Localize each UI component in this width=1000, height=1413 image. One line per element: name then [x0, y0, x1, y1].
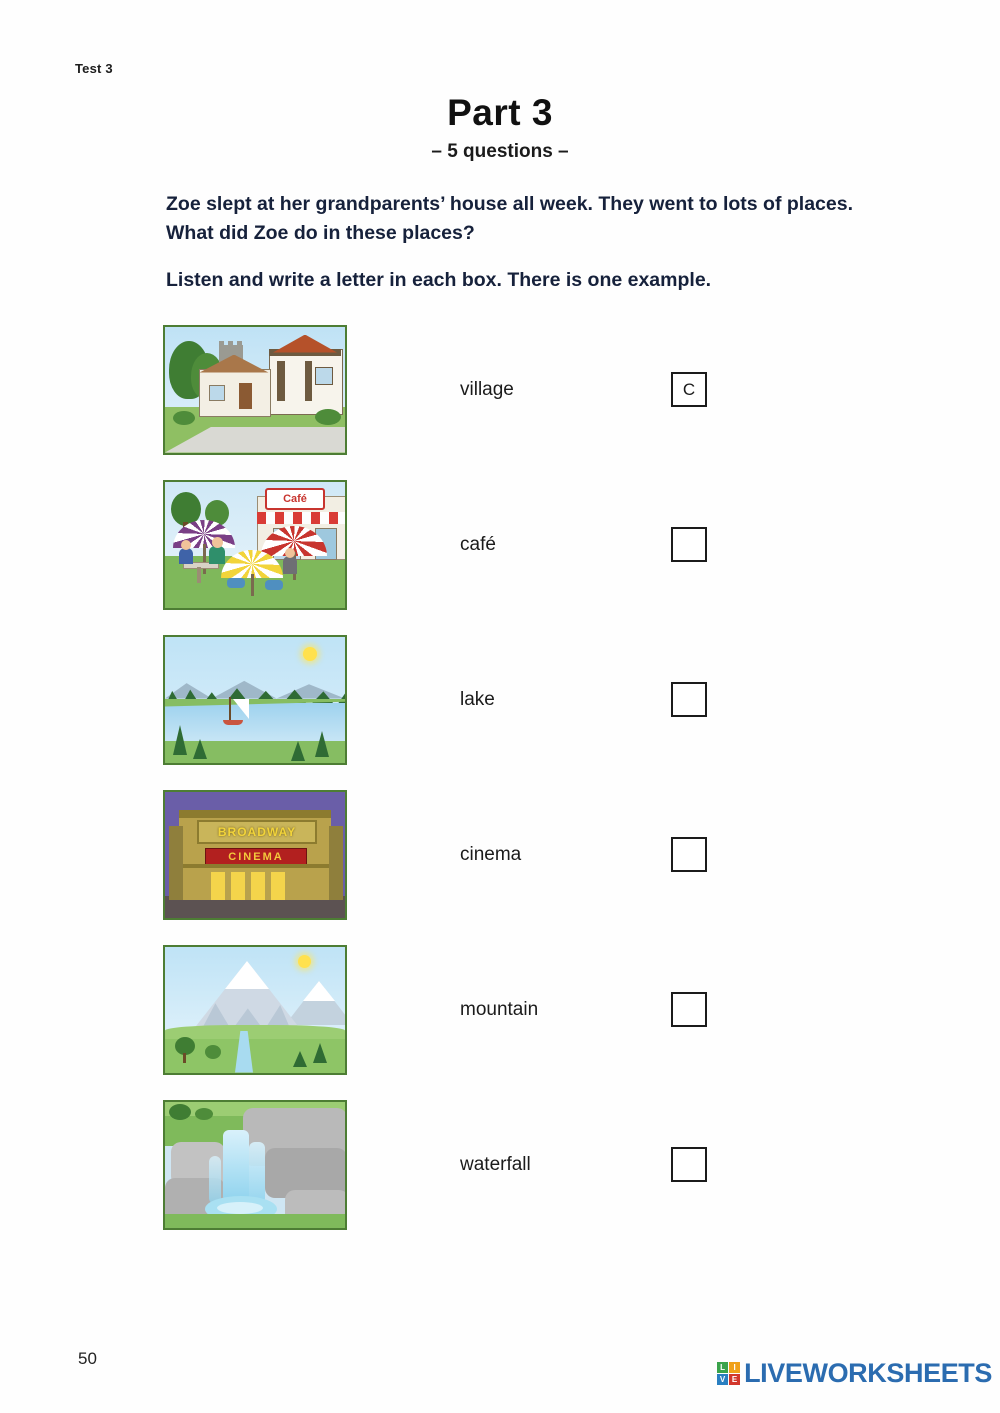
logo-letter-v: V [717, 1374, 728, 1385]
answer-box[interactable] [671, 837, 707, 872]
village-illustration [163, 325, 347, 455]
list-item [163, 777, 863, 932]
cinema-top-sign: BROADWAY [197, 820, 317, 844]
intro-text: Zoe slept at her grandparents’ house all week. They went to lots of places. What did Zoe do in these places? [166, 193, 854, 244]
cafe-illustration [163, 480, 347, 610]
item-label: cinema [460, 843, 522, 865]
list-item [163, 622, 863, 777]
test-label: Test 3 [75, 61, 113, 76]
answer-box[interactable] [671, 527, 707, 562]
question-count: – 5 questions – [431, 141, 569, 162]
page-title: Part 3 [447, 92, 553, 133]
logo-letter-i: I [729, 1362, 740, 1373]
logo-letter-l: L [717, 1362, 728, 1373]
list-item [163, 1087, 863, 1242]
mountain-illustration [163, 945, 347, 1075]
list-item [163, 932, 863, 1087]
question-list [163, 312, 863, 1242]
page-number: 50 [78, 1349, 97, 1368]
cafe-sign: Café [265, 488, 325, 510]
cinema-illustration [163, 790, 347, 920]
item-label: lake [460, 688, 495, 710]
answer-box[interactable] [671, 1147, 707, 1182]
brand-name: LIVEWORKSHEETS [744, 1358, 992, 1388]
item-label: waterfall [460, 1153, 531, 1175]
list-item [163, 467, 863, 622]
list-item [163, 312, 863, 467]
instruction-text: Listen and write a letter in each box. There is one example. [166, 269, 712, 291]
answer-box[interactable]: C [671, 372, 707, 407]
answer-box[interactable] [671, 682, 707, 717]
item-label: café [460, 533, 496, 555]
answer-box[interactable] [671, 992, 707, 1027]
cinema-marquee-sign: CINEMA [205, 848, 307, 866]
liveworksheets-logo[interactable] [717, 1358, 992, 1389]
lake-illustration [163, 635, 347, 765]
logo-letter-e: E [729, 1374, 740, 1385]
item-label: mountain [460, 998, 539, 1020]
item-label: village [460, 378, 514, 400]
brand-logo-icon [717, 1362, 740, 1385]
waterfall-illustration [163, 1100, 347, 1230]
